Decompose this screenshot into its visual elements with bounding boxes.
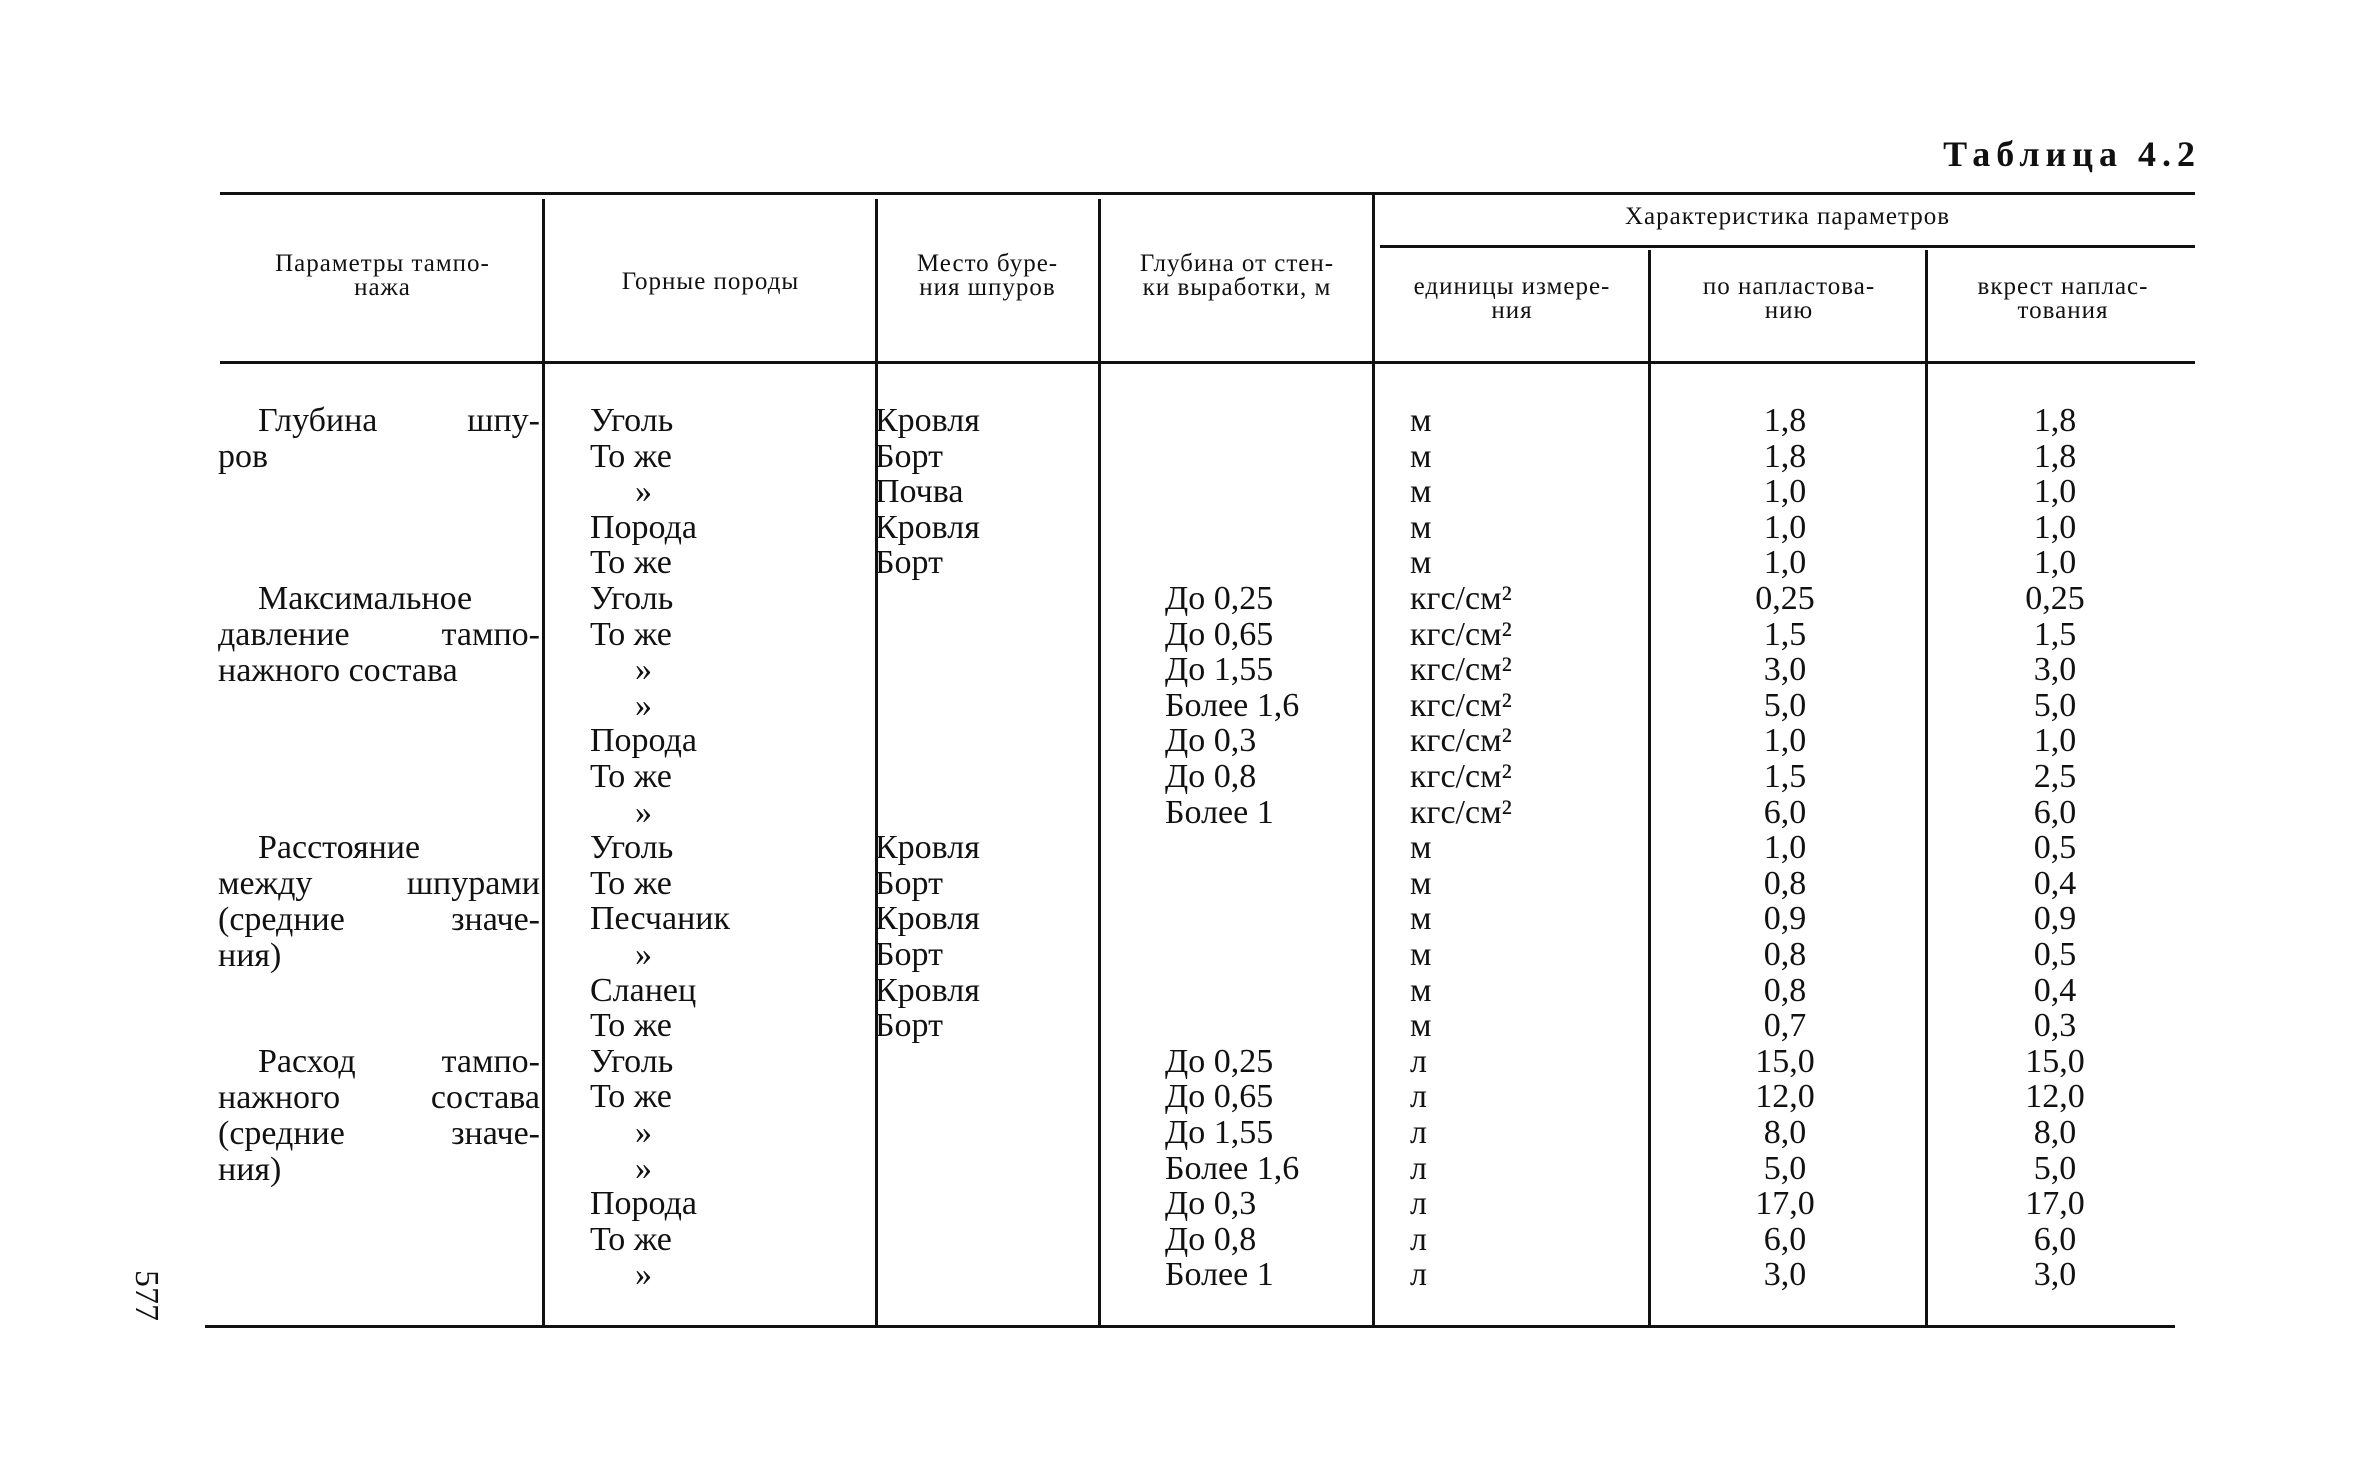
cell-unit: л xyxy=(1410,1114,1427,1151)
header-line: ния шпуров xyxy=(919,274,1056,301)
cell-along: 3,0 xyxy=(1763,651,1807,689)
cell-rock: Порода xyxy=(590,722,697,760)
cell-across: 0,3 xyxy=(2033,1007,2077,1045)
cell-along: 1,5 xyxy=(1763,615,1807,653)
header-line: ния xyxy=(1491,297,1533,324)
cell-along: 17,0 xyxy=(1755,1185,1815,1223)
param-line: Расстояние xyxy=(258,829,421,867)
cell-unit: л xyxy=(1410,1220,1427,1258)
header-line: Параметры тампо- xyxy=(275,250,490,277)
cell-rock: То же xyxy=(590,544,672,582)
param-group xyxy=(218,1044,540,1188)
cell-along: 0,8 xyxy=(1763,936,1807,973)
cell-unit: м xyxy=(1410,402,1432,439)
cell-along: 5,0 xyxy=(1763,1149,1807,1187)
cell-place: Кровля xyxy=(875,900,980,938)
param-line: Глубина шпу- xyxy=(258,402,540,439)
cell-across: 17,0 xyxy=(2025,1185,2085,1223)
table-top-rule xyxy=(220,192,2195,195)
header-line: ки выработки, м xyxy=(1142,274,1332,301)
cell-unit: м xyxy=(1410,900,1432,938)
param-group xyxy=(218,403,540,475)
cell-unit: м xyxy=(1410,473,1432,511)
cell-unit: кгс/см² xyxy=(1410,758,1512,795)
cell-unit: кгс/см² xyxy=(1410,686,1512,724)
cell-depth: До 0,65 xyxy=(1165,1078,1274,1116)
cell-across: 8,0 xyxy=(2033,1114,2077,1151)
cell-along: 8,0 xyxy=(1763,1114,1807,1151)
cell-unit: л xyxy=(1410,1149,1427,1187)
param-line: Расход тампо- xyxy=(258,1042,540,1080)
cell-depth: До 0,25 xyxy=(1165,580,1274,617)
cell-across: 5,0 xyxy=(2033,686,2077,724)
col-divider-3 xyxy=(1098,199,1101,1325)
cell-depth: До 0,25 xyxy=(1165,1042,1274,1080)
table-bottom-rule xyxy=(205,1325,2175,1328)
cell-rock: » xyxy=(635,1256,652,1294)
header-bottom-rule xyxy=(220,361,2195,364)
cell-across: 1,0 xyxy=(2033,508,2077,546)
cell-across: 0,25 xyxy=(2025,580,2085,617)
header-line: Место буре- xyxy=(916,250,1059,277)
cell-unit: л xyxy=(1410,1042,1427,1080)
cell-rock: То же xyxy=(590,758,672,795)
cell-rock: Уголь xyxy=(590,580,674,617)
cell-rock: Уголь xyxy=(590,402,674,439)
cell-place: Борт xyxy=(875,437,943,475)
param-line: ния) xyxy=(218,1150,282,1188)
cell-across: 2,5 xyxy=(2033,758,2077,795)
cell-along: 1,0 xyxy=(1763,722,1807,760)
cell-across: 3,0 xyxy=(2033,1256,2077,1294)
cell-unit: л xyxy=(1410,1078,1427,1116)
param-line: (средние значе- xyxy=(218,1114,540,1152)
cell-unit: м xyxy=(1410,544,1432,582)
cell-depth: До 0,8 xyxy=(1165,758,1257,795)
cell-depth: Более 1 xyxy=(1165,1256,1274,1294)
cell-along: 1,0 xyxy=(1763,473,1807,511)
cell-along: 1,5 xyxy=(1763,758,1807,795)
cell-along: 1,8 xyxy=(1763,402,1807,439)
param-group xyxy=(218,581,540,689)
page-number: 577 xyxy=(128,1270,165,1321)
cell-unit: м xyxy=(1410,864,1432,902)
cell-along: 1,0 xyxy=(1763,508,1807,546)
cell-rock: Сланец xyxy=(590,971,697,1009)
cell-depth: До 0,3 xyxy=(1165,722,1257,760)
cell-across: 3,0 xyxy=(2033,651,2077,689)
cell-rock: » xyxy=(635,1114,652,1151)
cell-place: Кровля xyxy=(875,508,980,546)
cell-along: 0,8 xyxy=(1763,864,1807,902)
cell-across: 1,0 xyxy=(2033,473,2077,511)
cell-along: 0,9 xyxy=(1763,900,1807,938)
cell-rock: Уголь xyxy=(590,1042,674,1080)
cell-unit: м xyxy=(1410,508,1432,546)
cell-place: Борт xyxy=(875,544,943,582)
header-depth xyxy=(1103,252,1371,300)
header-line: Характеристика параметров xyxy=(1625,203,1950,230)
cell-depth: До 0,8 xyxy=(1165,1220,1257,1258)
cell-across: 6,0 xyxy=(2033,1220,2077,1258)
col-divider-4 xyxy=(1372,195,1375,1325)
cell-unit: кгс/см² xyxy=(1410,793,1512,831)
cell-place: Кровля xyxy=(875,402,980,439)
header-line: Глубина от стен- xyxy=(1139,250,1335,277)
param-line: между шпурами xyxy=(218,865,540,903)
param-line: ров xyxy=(218,438,269,475)
cell-across: 1,8 xyxy=(2033,437,2077,475)
cell-depth: Более 1 xyxy=(1165,793,1274,831)
cell-depth: Более 1,6 xyxy=(1165,686,1300,724)
cell-across: 5,0 xyxy=(2033,1149,2077,1187)
cell-rock: » xyxy=(635,651,652,689)
cell-rock: » xyxy=(635,686,652,724)
cell-across: 0,5 xyxy=(2033,829,2077,867)
cell-along: 1,0 xyxy=(1763,544,1807,582)
cell-unit: кгс/см² xyxy=(1410,651,1512,689)
cell-rock: » xyxy=(635,936,652,973)
cell-across: 1,0 xyxy=(2033,544,2077,582)
cell-depth: До 0,65 xyxy=(1165,615,1274,653)
cell-across: 0,9 xyxy=(2033,900,2077,938)
cell-rock: Песчаник xyxy=(590,900,731,938)
cell-rock: Порода xyxy=(590,508,697,546)
cell-across: 1,0 xyxy=(2033,722,2077,760)
cell-unit: м xyxy=(1410,971,1432,1009)
cell-depth: До 1,55 xyxy=(1165,651,1274,689)
cell-along: 1,8 xyxy=(1763,437,1807,475)
cell-along: 3,0 xyxy=(1763,1256,1807,1294)
cell-along: 0,7 xyxy=(1763,1007,1807,1045)
cell-place: Борт xyxy=(875,936,943,973)
cell-along: 0,25 xyxy=(1755,580,1815,617)
cell-unit: л xyxy=(1410,1256,1427,1294)
cell-along: 5,0 xyxy=(1763,686,1807,724)
cell-across: 15,0 xyxy=(2025,1042,2085,1080)
param-line: нажного состава xyxy=(218,652,458,689)
cell-along: 1,0 xyxy=(1763,829,1807,867)
cell-along: 6,0 xyxy=(1763,1220,1807,1258)
cell-across: 6,0 xyxy=(2033,793,2077,831)
param-line: давление тампо- xyxy=(218,616,540,653)
header-units xyxy=(1378,275,1646,323)
header-line: нажа xyxy=(354,274,411,301)
cell-rock: То же xyxy=(590,1220,672,1258)
cell-rock: Уголь xyxy=(590,829,674,867)
param-group xyxy=(218,830,540,974)
cell-rock: То же xyxy=(590,864,672,902)
param-line: нажного состава xyxy=(218,1078,540,1116)
cell-rock: То же xyxy=(590,1007,672,1045)
cell-place: Борт xyxy=(875,1007,943,1045)
cell-across: 12,0 xyxy=(2025,1078,2085,1116)
cell-depth: До 0,3 xyxy=(1165,1185,1257,1223)
cell-across: 0,4 xyxy=(2033,971,2077,1009)
cell-along: 6,0 xyxy=(1763,793,1807,831)
header-line: нию xyxy=(1764,297,1814,324)
cell-place: Кровля xyxy=(875,829,980,867)
characteristics-rule xyxy=(1380,245,2195,248)
header-params xyxy=(225,252,540,300)
header-along xyxy=(1654,275,1924,323)
cell-rock: » xyxy=(635,473,652,511)
cell-place: Почва xyxy=(875,473,964,511)
cell-place: Борт xyxy=(875,864,943,902)
cell-unit: л xyxy=(1410,1185,1427,1223)
header-line: вкрест наплас- xyxy=(1977,273,2149,300)
header-line: Горные породы xyxy=(621,268,800,295)
cell-place: Кровля xyxy=(875,971,980,1009)
header-line: по напластова- xyxy=(1702,273,1876,300)
cell-rock: То же xyxy=(590,1078,672,1116)
cell-unit: кгс/см² xyxy=(1410,722,1512,760)
cell-along: 0,8 xyxy=(1763,971,1807,1009)
col-divider-6 xyxy=(1925,250,1928,1325)
header-line: единицы измере- xyxy=(1413,273,1611,300)
cell-along: 12,0 xyxy=(1755,1078,1815,1116)
cell-rock: Порода xyxy=(590,1185,697,1223)
param-line: ния) xyxy=(218,937,282,975)
cell-depth: Более 1,6 xyxy=(1165,1149,1300,1187)
cell-unit: кгс/см² xyxy=(1410,580,1512,617)
cell-unit: м xyxy=(1410,829,1432,867)
header-across xyxy=(1931,275,2195,323)
cell-unit: кгс/см² xyxy=(1410,615,1512,653)
cell-across: 1,5 xyxy=(2033,615,2077,653)
header-line: тования xyxy=(2017,297,2109,324)
cell-across: 0,5 xyxy=(2033,936,2077,973)
cell-rock: То же xyxy=(590,615,672,653)
cell-unit: м xyxy=(1410,437,1432,475)
col-divider-5 xyxy=(1648,250,1651,1325)
cell-depth: До 1,55 xyxy=(1165,1114,1274,1151)
cell-unit: м xyxy=(1410,936,1432,973)
table-title: Таблица 4.2 xyxy=(1943,134,2201,174)
cell-across: 0,4 xyxy=(2033,864,2077,902)
header-place xyxy=(880,252,1095,300)
header-characteristics xyxy=(1380,205,2195,229)
cell-across: 1,8 xyxy=(2033,402,2077,439)
cell-rock: » xyxy=(635,1149,652,1187)
header-rocks xyxy=(548,270,873,294)
cell-unit: м xyxy=(1410,1007,1432,1045)
cell-rock: » xyxy=(635,793,652,831)
cell-rock: То же xyxy=(590,437,672,475)
col-divider-1 xyxy=(542,199,545,1325)
param-line: (средние значе- xyxy=(218,901,540,939)
cell-along: 15,0 xyxy=(1755,1042,1815,1080)
param-line: Максимальное xyxy=(258,580,473,617)
col-divider-2 xyxy=(875,199,878,1325)
